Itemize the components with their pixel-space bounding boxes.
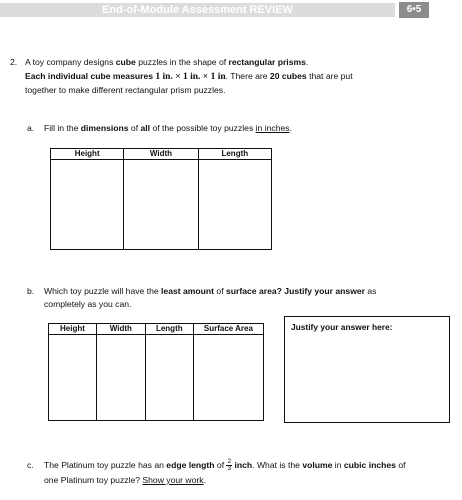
answer-cell-width[interactable] <box>124 160 198 250</box>
dimensions-table <box>50 148 272 250</box>
column-header-length: Length <box>198 149 271 160</box>
table-answer-row <box>51 160 272 250</box>
column-header-surface-area: Surface Area <box>193 324 263 335</box>
table-answer-row <box>49 335 264 421</box>
answer-cell-width[interactable] <box>96 335 145 421</box>
column-header-width: Width <box>124 149 198 160</box>
surface-area-table <box>48 323 264 421</box>
question-line-1: A toy company designs cube puzzles in the shape of rectangular prisms. <box>25 57 309 67</box>
part-b-prompt-line-2: completely as you can. <box>44 299 132 309</box>
column-header-width: Width <box>96 324 145 335</box>
module-code-badge: 6•5 <box>399 2 429 18</box>
part-b-letter: b. <box>27 286 35 296</box>
part-c-letter: c. <box>27 460 34 470</box>
part-a-letter: a. <box>27 123 35 133</box>
table-header-row <box>49 324 264 335</box>
column-header-height: Height <box>51 149 124 160</box>
answer-cell-height[interactable] <box>49 335 97 421</box>
part-b-prompt-line-1: Which toy puzzle will have the least amount of surface area? Justify your answer as <box>44 286 377 296</box>
answer-cell-length[interactable] <box>145 335 193 421</box>
question-line-3: together to make different rectangular prism puzzles. <box>25 85 226 95</box>
part-c-prompt-line-2: one Platinum toy puzzle? Show your work. <box>44 475 206 485</box>
column-header-height: Height <box>49 324 97 335</box>
justify-answer-box[interactable] <box>284 316 450 423</box>
justify-answer-label: Justify your answer here: <box>291 322 393 332</box>
part-c-prompt-line-1: The Platinum toy puzzle has an edge length of $\frac{2}{3}$ inch. What is the volume in cubic inches of <box>44 458 406 473</box>
column-header-length: Length <box>145 324 193 335</box>
answer-cell-surface-area[interactable] <box>193 335 263 421</box>
fraction-two-thirds: $\frac{2}{3}$ <box>227 458 232 473</box>
question-number: 2. <box>10 57 18 67</box>
answer-cell-height[interactable] <box>51 160 124 250</box>
part-a-prompt: Fill in the dimensions of all of the possible toy puzzles in inches. <box>44 123 292 133</box>
page-header <box>0 0 462 20</box>
question-line-2: Each individual cube measures 1 in. × 1 in. × 1 in. There are 20 cubes that are put <box>25 71 353 82</box>
table-header-row <box>51 149 272 160</box>
header-title: End-of-Module Assessment REVIEW <box>102 4 293 16</box>
answer-cell-length[interactable] <box>198 160 271 250</box>
